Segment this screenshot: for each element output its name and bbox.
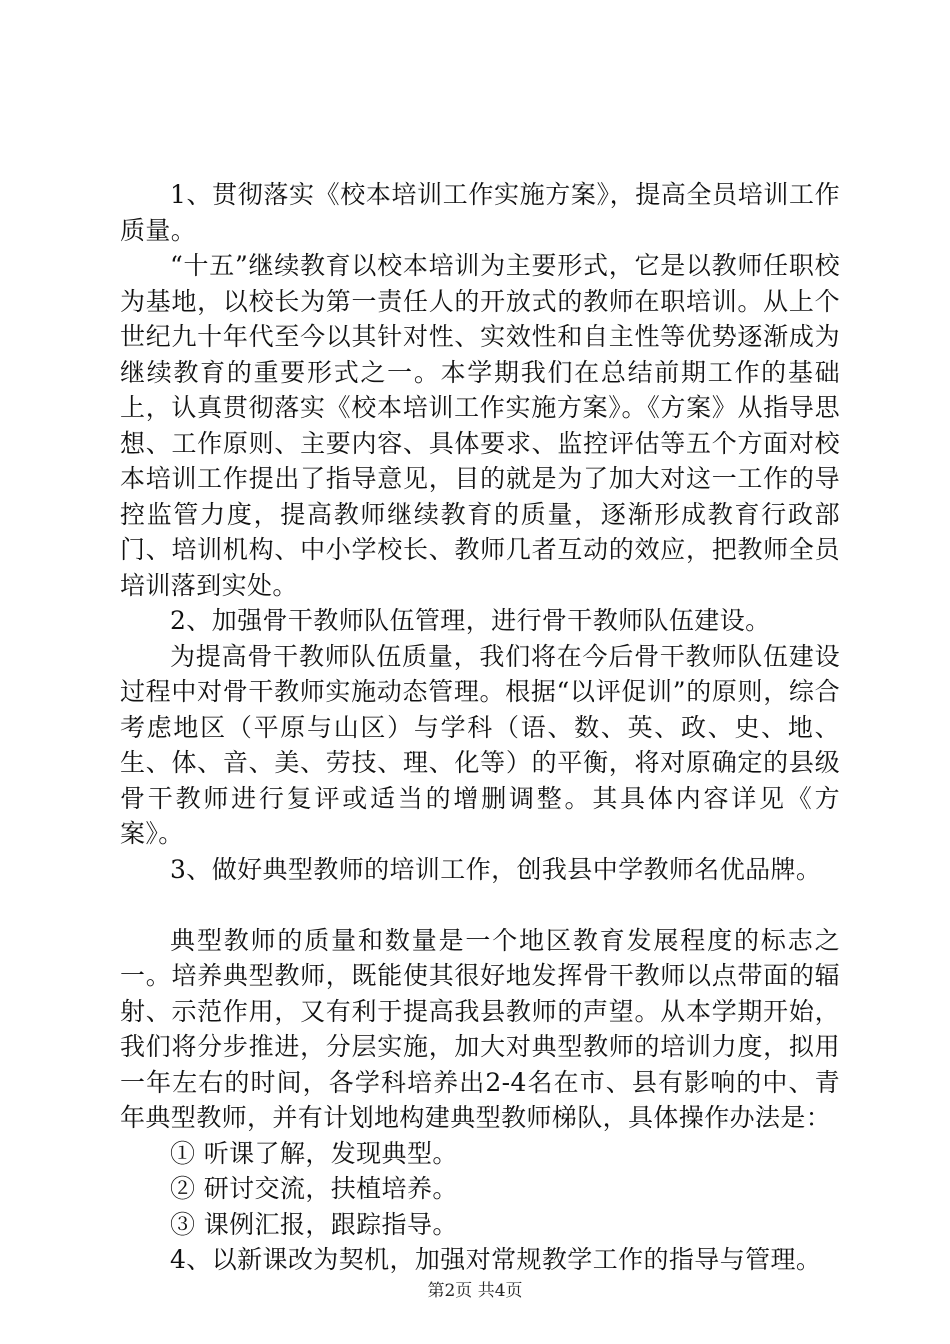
section-heading-1: 1、贯彻落实《校本培训工作实施方案》，提高全员培训工作质量。 — [120, 180, 840, 245]
list-item: ① 听课了解，发现典型。 — [170, 1138, 458, 1168]
section-heading-3: 3、做好典型教师的培训工作，创我县中学教师名优品牌。 — [170, 854, 822, 884]
document-body — [120, 177, 840, 1278]
body-paragraph: 典型教师的质量和数量是一个地区教育发展程度的标志之一。培养典型教师，既能使其很好地发挥骨干教师以点带面的辐射、示范作用，又有利于提高我县教师的声望。从本学期开始，我们将分步推进，分层实施，加大对典型教师的培训力度，拟用一年左右的时间，各学科培养出2-4名在市、县有影响的中、青年典型教师，并有计划地构建典型教师梯队，具体操作办法是： — [120, 925, 840, 1132]
body-paragraph: 为提高骨干教师队伍质量，我们将在今后骨干教师队伍建设过程中对骨干教师实施动态管理。根据“以评促训”的原则，综合考虑地区（平原与山区）与学科（语、数、英、政、史、地、生、体、音、美、劳技、理、化等）的平衡，将对原确定的县级骨干教师进行复评或适当的增删调整。其具体内容详见《方案》。 — [120, 641, 840, 848]
blank-line — [120, 887, 840, 923]
page-number: 第2页 共4页 — [427, 1281, 523, 1301]
list-item: ③ 课例汇报，跟踪指导。 — [170, 1209, 458, 1239]
body-paragraph: “十五”继续教育以校本培训为主要形式，它是以教师任职校为基地，以校长为第一责任人的开放式的教师在职培训。从上个世纪九十年代至今以其针对性、实效性和自主性等优势逐渐成为继续教育的重要形式之一。本学期我们在总结前期工作的基础上，认真贯彻落实《校本培训工作实施方案》。《方案》从指导思想、工作原则、主要内容、具体要求、监控评估等五个方面对校本培训工作提出了指导意见，目的就是为了加大对这一工作的导控监管力度，提高教师继续教育的质量，逐渐形成教育行政部门、培训机构、中小学校长、教师几者互动的效应，把教师全员培训落到实处。 — [120, 251, 840, 600]
section-heading-4: 4、以新课改为契机，加强对常规教学工作的指导与管理。 — [170, 1245, 822, 1274]
section-heading-2: 2、加强骨干教师队伍管理，进行骨干教师队伍建设。 — [170, 606, 771, 635]
list-item: ② 研讨交流，扶植培养。 — [170, 1174, 458, 1203]
